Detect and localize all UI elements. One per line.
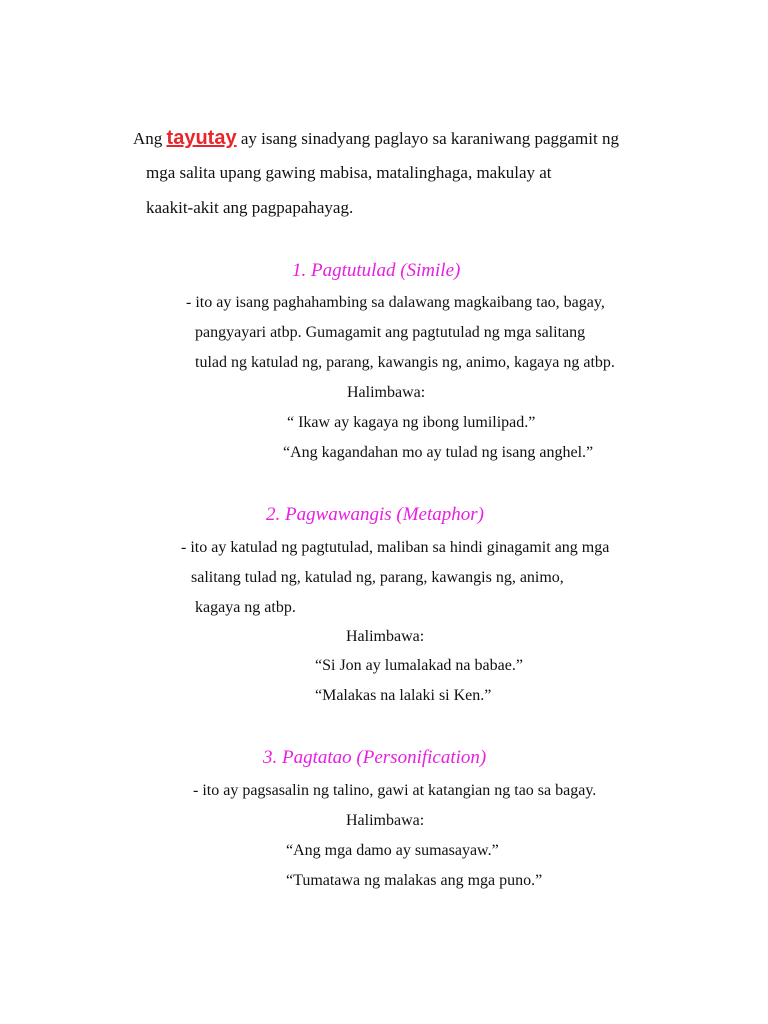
section-3-example-1: “Ang mga damo ay sumasayaw.” bbox=[286, 842, 499, 859]
intro-line-2: mga salita upang gawing mabisa, matalinghaga, makulay at bbox=[146, 163, 552, 182]
intro-line-3: kaakit-akit ang pagpapahayag. bbox=[146, 198, 354, 217]
section-3-definition-line-1: - ito ay pagsasalin ng talino, gawi at katangian ng tao sa bagay. bbox=[193, 782, 597, 799]
intro-prefix: Ang bbox=[133, 129, 163, 148]
section-2-definition-line-1: - ito ay katulad ng pagtutulad, maliban sa hindi ginagamit ang mga bbox=[181, 539, 610, 556]
section-1-definition-line-3: tulad ng katulad ng, parang, kawangis ng, animo, kagaya ng atbp. bbox=[195, 354, 615, 371]
section-1-definition-line-2: pangyayari atbp. Gumagamit ang pagtutulad ng mga salitang bbox=[195, 324, 586, 341]
section-2-definition-line-2: salitang tulad ng, katulad ng, parang, kawangis ng, animo, bbox=[191, 569, 564, 586]
section-1-example-1: “ Ikaw ay kagaya ng ibong lumilipad.” bbox=[287, 414, 536, 431]
intro-line-1 bbox=[133, 128, 619, 149]
section-1-example-label: Halimbawa: bbox=[347, 384, 426, 401]
section-heading-metaphor: 2. Pagwawangis (Metaphor) bbox=[266, 504, 484, 525]
section-3-example-2: “Tumatawa ng malakas ang mga puno.” bbox=[286, 872, 543, 889]
intro-suffix: ay isang sinadyang paglayo sa karaniwang paggamit ng bbox=[240, 129, 619, 148]
section-2-example-2: “Malakas na lalaki si Ken.” bbox=[315, 687, 492, 704]
section-1-definition-line-1: - ito ay isang paghahambing sa dalawang magkaibang tao, bagay, bbox=[186, 294, 605, 311]
section-heading-simile: 1. Pagtutulad (Simile) bbox=[292, 260, 461, 281]
section-2-example-1: “Si Jon ay lumalakad na babae.” bbox=[315, 657, 523, 674]
section-1-example-2: “Ang kagandahan mo ay tulad ng isang anghel.” bbox=[283, 444, 594, 461]
section-3-example-label: Halimbawa: bbox=[346, 812, 425, 829]
section-2-example-label: Halimbawa: bbox=[346, 628, 425, 645]
section-2-definition-line-3: kagaya ng atbp. bbox=[195, 599, 296, 616]
keyword-tayutay: tayutay bbox=[166, 127, 237, 149]
section-heading-personification: 3. Pagtatao (Personification) bbox=[263, 747, 487, 768]
